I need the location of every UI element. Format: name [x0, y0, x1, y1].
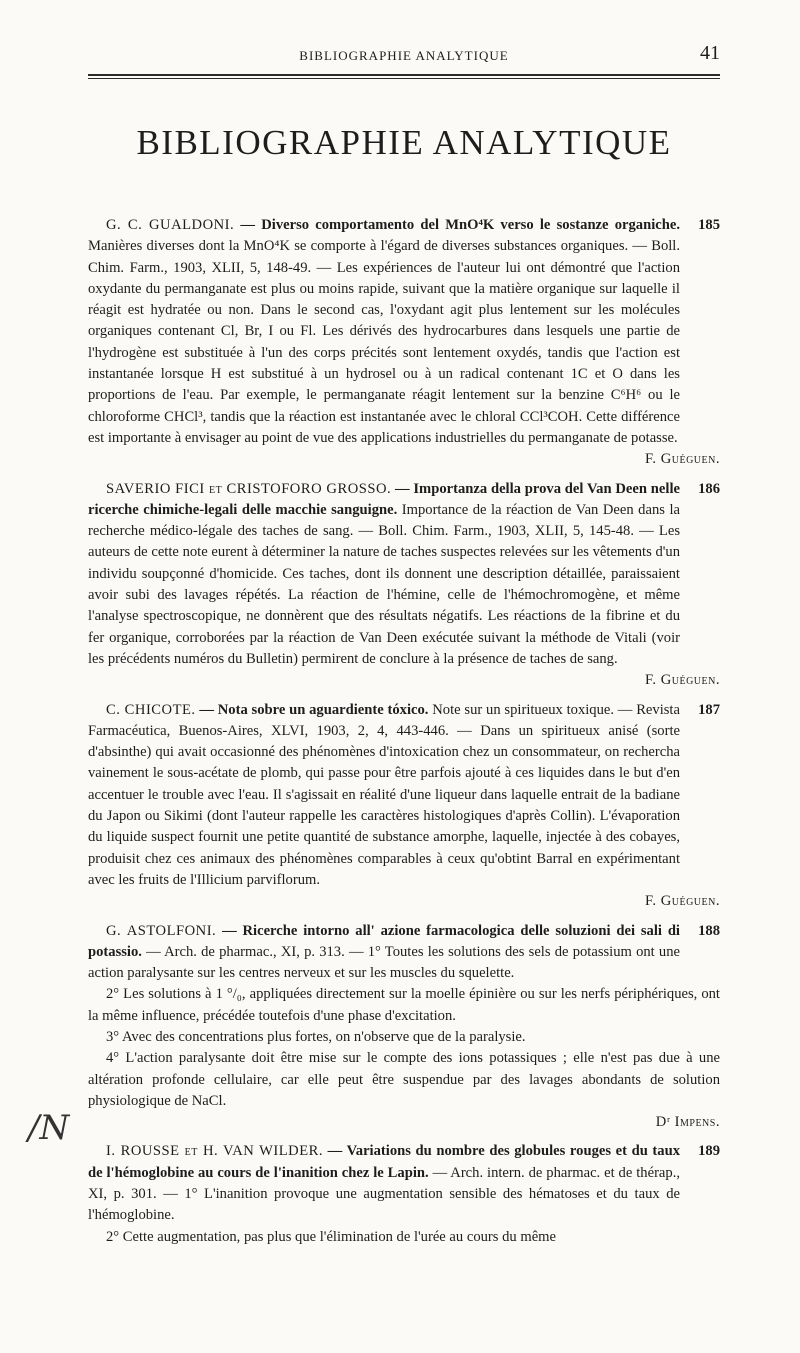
handwritten-margin-note: /N	[28, 1108, 70, 1148]
entry-title: — Variations du nombre des globules rouges et du taux de l'hémoglobine au cours de l'inanition chez le Lapin.	[88, 1143, 680, 1181]
header-rule-thin	[88, 78, 720, 79]
entry-189	[88, 1141, 720, 1247]
entry-signature: Dʳ Impens.	[655, 1114, 720, 1131]
entry-heading	[88, 700, 720, 892]
entry-summary: Importance de la réaction de Van Deen dans la recherche médico-légale des taches de sang. — Boll. Chim. Farm., 1903, XLII, 5, 145-48. — Les auteurs de cette note eurent à déterminer la nature de taches suspectes relevées sur les vêtements d'un individu soupçonné d'homicide. Ces taches, dont ils donnent une description détaillée, paraissaient avoir subi des lavages répétés. La réaction de l'hémine, celle de l'hémochromogène, et même l'analyse spectroscopique, ne donnèrent que des résultats négatifs. Les réactions de la fibrine et du fer organique, corroborées par la réaction de Van Deen exécutée suivant la méthode de Vitali (voir les précédents numéros du Bulletin) permirent de conclure à la présence de taches de sang.	[88, 501, 680, 667]
entry-heading	[88, 479, 720, 671]
entry-number: 188	[698, 922, 720, 939]
entry-author: SAVERIO FICI et CRISTOFORO GROSSO.	[106, 480, 392, 497]
entry-author: G. ASTOLFONI.	[106, 922, 217, 939]
entry-185	[88, 215, 720, 471]
entry-number: 187	[698, 701, 720, 718]
entry-point: 4° L'action paralysante doit être mise sur le compte des ions potassiques ; elle n'est pas due à une altération profonde cellulaire, car elle peut être suspendue par des lavages abondants de solution physiologique de NaCl.	[88, 1050, 720, 1109]
entry-point: 2° Les solutions à 1 °/₀, appliquées directement sur la moelle épinière ou sur les nerfs périphériques, ont la même influence, précédée toutefois d'une phase d'excitation.	[88, 986, 720, 1024]
entry-187	[88, 700, 720, 913]
entry-heading	[88, 921, 720, 985]
section-title: BIBLIOGRAPHIE ANALYTIQUE	[136, 123, 672, 162]
entry-186	[88, 479, 720, 692]
entry-title: — Importanza della prova del Van Deen nelle ricerche chimiche-legali delle macchie sanguigne.	[88, 480, 680, 518]
header-rule	[88, 74, 720, 76]
entry-signature: F. Guéguen.	[644, 893, 720, 910]
entry-heading	[88, 1141, 720, 1226]
entry-summary: — Arch. intern. de pharmac. et de thérap., XI, p. 301. — 1° L'inanition provoque une augmentation sensible des hématoses et du taux de l'hémoglobine.	[88, 1164, 680, 1224]
page-number: 41	[700, 42, 720, 64]
page	[88, 40, 720, 1256]
entry-number: 185	[698, 217, 720, 233]
entry-title: — Nota sobre un aguardiente tóxico.	[199, 701, 429, 718]
entry-summary: — Arch. de pharmac., XI, p. 313. — 1° Toutes les solutions des sels de potassium ont une action paralysante sur les centres nerveux et sur les muscles du squelette.	[88, 943, 680, 982]
running-head	[88, 40, 720, 70]
entry-signature: F. Guéguen.	[644, 451, 720, 468]
entry-summary: Manières diverses dont la MnO⁴K se comporte à l'égard de diverses substances organiques. — Boll. Chim. Farm., 1903, XLII, 5, 148-49. — Les expériences de l'auteur lui ont démontré que l'action oxydante du permanganate est plus ou moins rapide, suivant que la matière organique sur laquelle il réagit est hydratée ou non. Dans le second cas, l'oxydant agit plus lentement sur les molécules organiques contenant Cl, Br, I ou Fl. Les dérivés des hydrocarbures dans lesquels une partie de l'hydrogène est substituée à l'un des corps précités sont lentement oxydés, tandis que l'action est instantanée lorsque H est substitué à un hydrosel ou à un radical contenant 1C et O dans les proportions de l'eau. Par exemple, le permanganate réagit lentement sur la benzine C⁶H⁶ ou le chloroforme CHCl³, tandis que la réaction est instantanée avec le chloral CCl³COH. Cette différence est importante à envisager au point de vue des applications industrielles du permanganate de potasse.	[88, 238, 680, 446]
entry-author: C. CHICOTE.	[106, 701, 196, 718]
entry-author: G. C. GUALDONI.	[106, 217, 235, 233]
entry-summary: Note sur un spiritueux toxique. — Revista Farmacéutica, Buenos-Aires, XLVI, 1903, 2, 4, 443-446. — Dans un spiritueux anisé (sorte d'absinthe) qui avait occasionné des phénomènes d'intoxication chez un consommateur, on rechercha vainement le sous-acétate de plomb, qui passe pour être parfois ajouté à ces liquides dans le but d'en accentuer le trouble avec l'eau. Il s'agissait en réalité d'une liqueur dans laquelle entrait de la badiane du Japon ou Sikimi (dont l'auteur rappelle les caractères histologiques d'après Collin). L'évaporation du liquide suspect fournit une petite quantité de substance amorphe, laquelle, injectée à des cobayes, produisit chez ces animaux des phénomènes comparables à ceux qu'obtint Barral en expérimentant avec les fruits de l'Illicium parviflorum.	[88, 701, 680, 888]
entry-title: — Diverso comportamento del MnO⁴K verso le sostanze organiche.	[240, 217, 680, 233]
entry-title: — Ricerche intorno all' azione farmacologica delle soluzioni dei sali di potassio.	[88, 922, 680, 960]
entry-heading	[88, 215, 720, 449]
entry-number: 189	[698, 1143, 720, 1160]
entry-188	[88, 921, 720, 1134]
entry-signature: F. Guéguen.	[644, 672, 720, 689]
entry-author: I. ROUSSE et H. VAN WILDER.	[106, 1143, 324, 1160]
entry-point: 2° Cette augmentation, pas plus que l'élimination de l'urée au cours du même	[106, 1228, 557, 1245]
entry-number: 186	[698, 480, 720, 497]
running-head-title: BIBLIOGRAPHIE ANALYTIQUE	[299, 48, 509, 63]
entry-point: 3° Avec des concentrations plus fortes, on n'observe que de la paralysie.	[106, 1028, 526, 1045]
